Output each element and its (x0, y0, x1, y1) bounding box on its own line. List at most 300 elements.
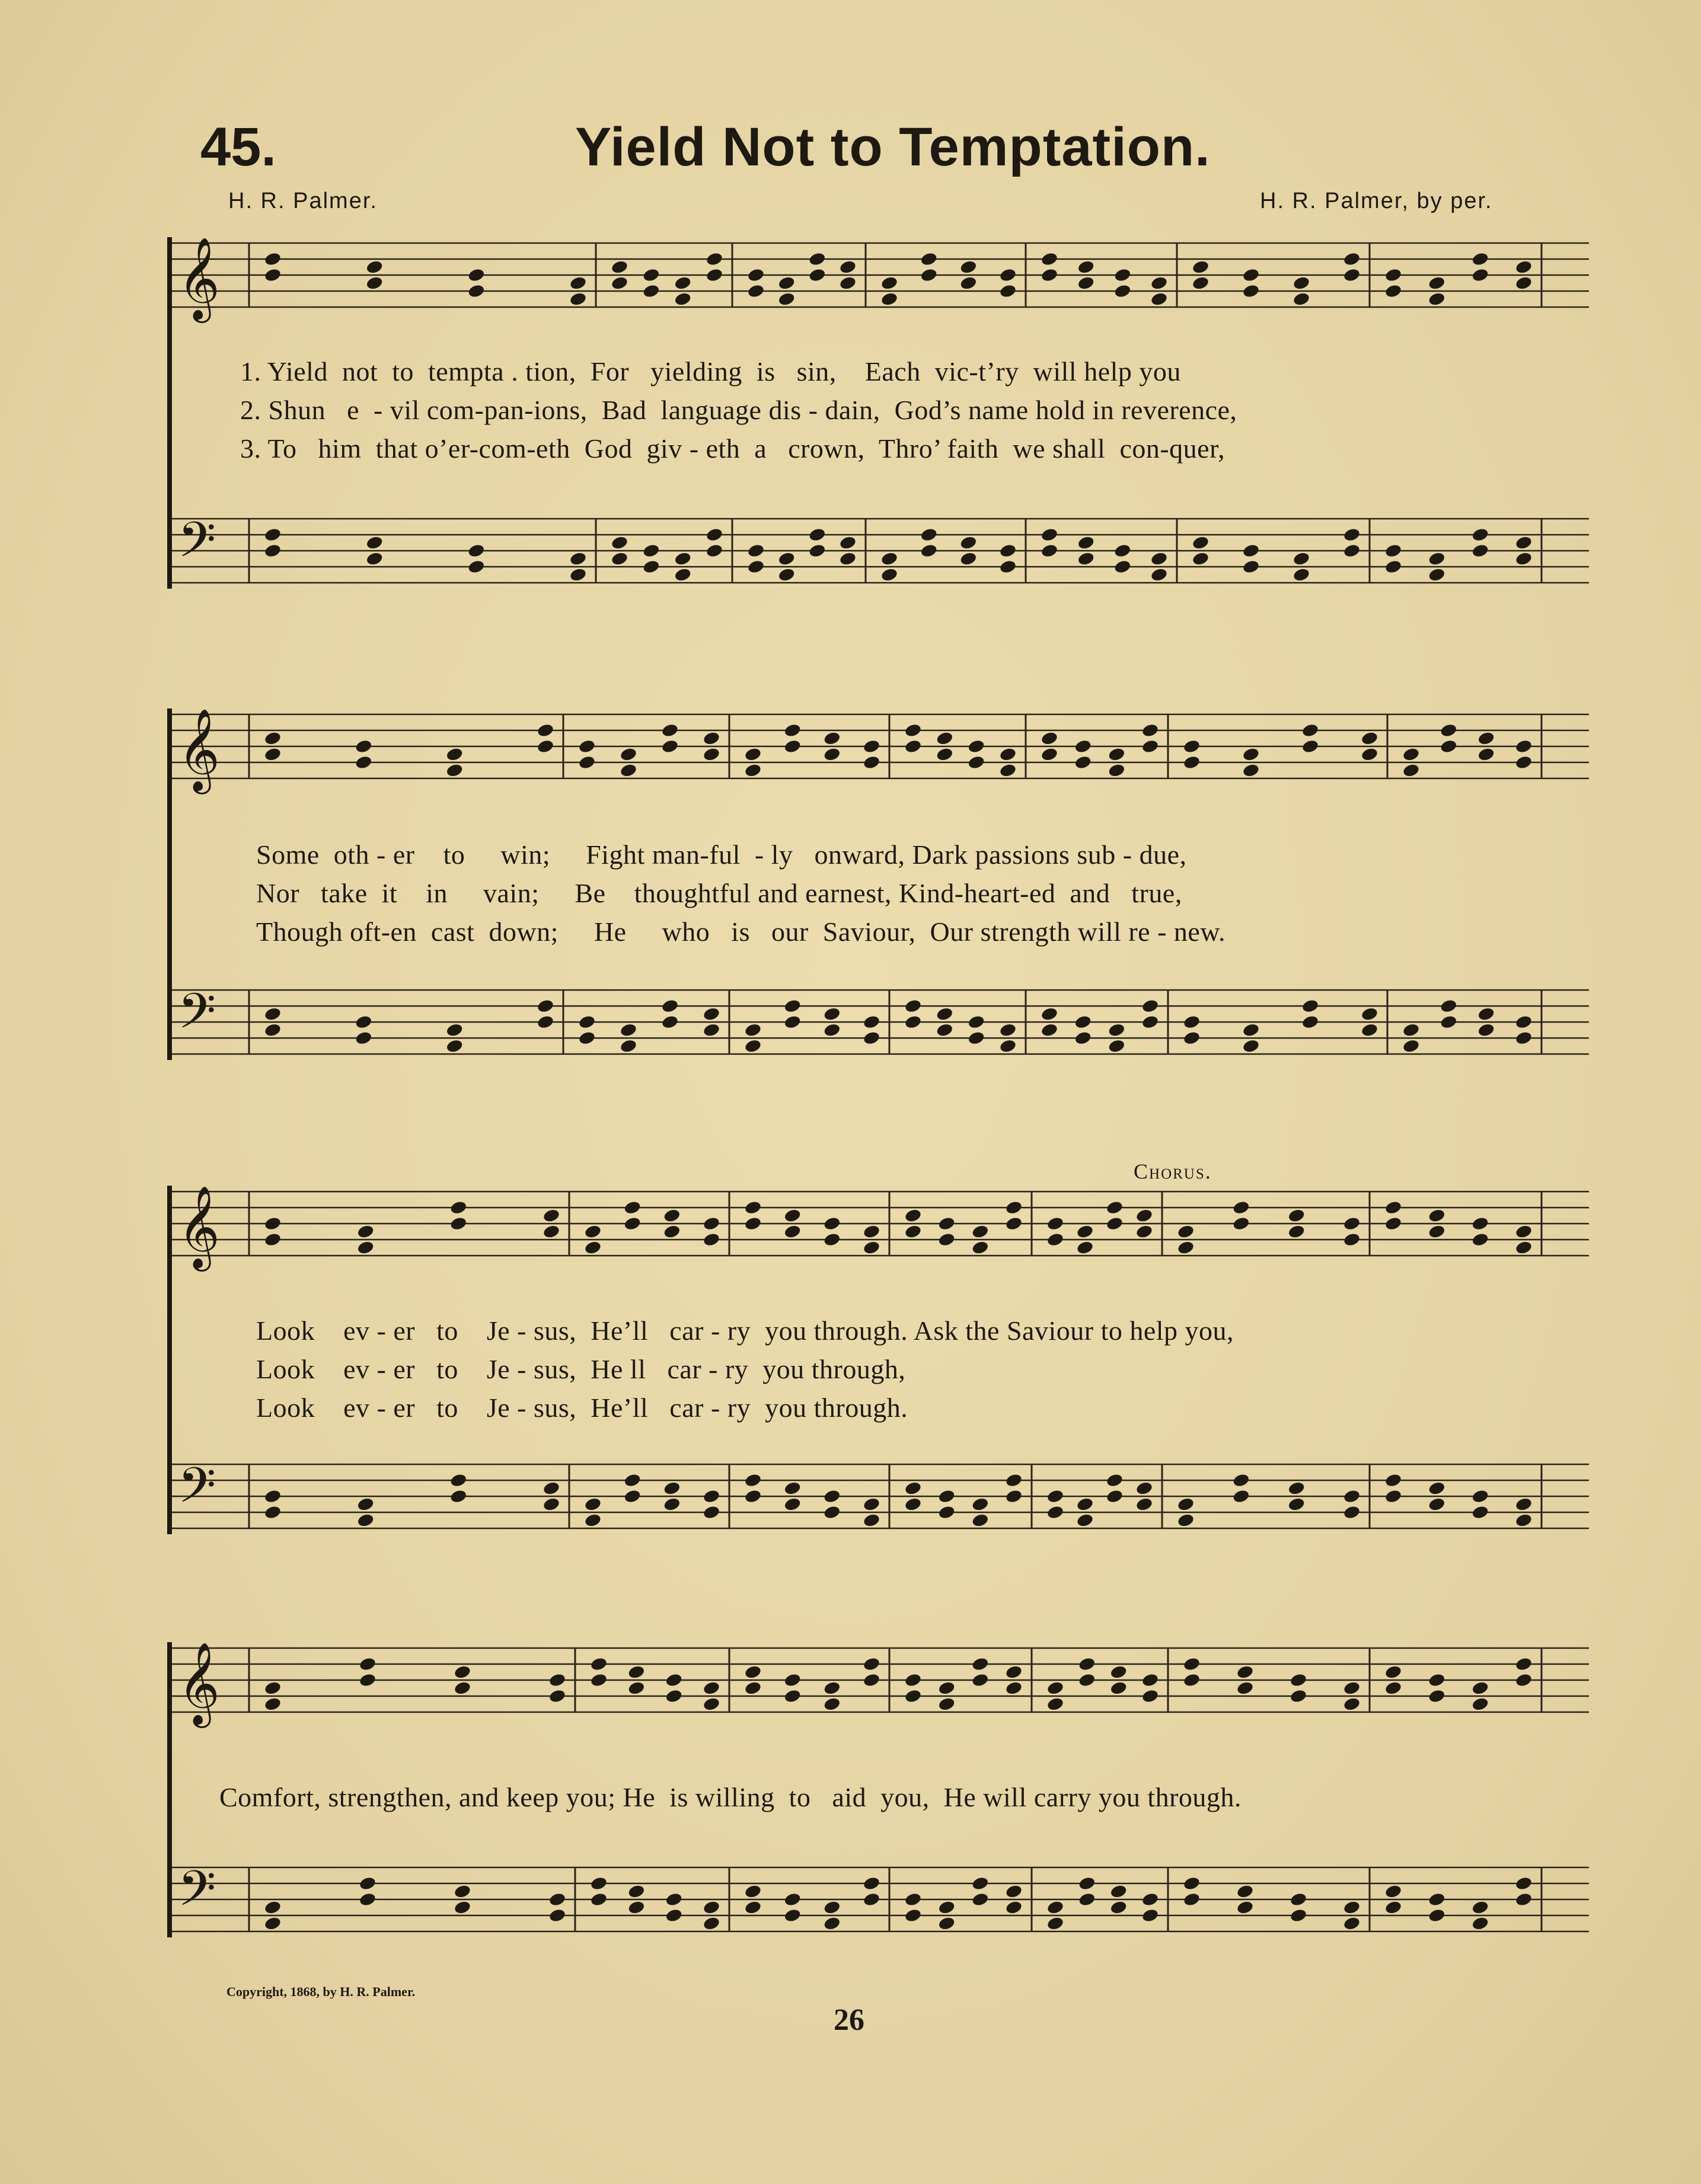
note-head (445, 1039, 464, 1054)
note-head (706, 527, 724, 542)
note-head (1005, 1489, 1023, 1504)
note-head (863, 739, 881, 754)
note-head (920, 267, 938, 283)
note-head (1384, 1665, 1403, 1680)
bass-clef-icon: 𝄢 (178, 511, 216, 580)
note-head (1428, 1688, 1446, 1704)
note-head (904, 723, 923, 738)
note-head (937, 1916, 956, 1931)
note-head (663, 1481, 681, 1496)
note-head (823, 1681, 841, 1696)
note-head (264, 1007, 282, 1022)
note-head (1109, 1884, 1128, 1899)
note-head (904, 1908, 923, 1923)
note-head (1515, 1513, 1533, 1528)
note-head (1471, 1216, 1489, 1231)
note-head (1242, 747, 1260, 762)
note-head (1515, 1497, 1533, 1512)
note-head (1515, 1014, 1533, 1030)
note-head (663, 1224, 681, 1240)
note-head (823, 1023, 841, 1038)
note-head (1361, 747, 1379, 762)
note-head (783, 1481, 802, 1496)
note-head (537, 739, 555, 754)
note-head (747, 267, 765, 283)
note-head (264, 1216, 282, 1231)
note-head (627, 1681, 646, 1696)
note-head (904, 998, 923, 1014)
note-head (1183, 1892, 1201, 1907)
note-head (971, 1497, 990, 1512)
note-head (1005, 1200, 1023, 1215)
lyric-system3-verse3: Look ev - er to Je - sus, He’ll car - ry you through. (256, 1393, 908, 1423)
note-head (1046, 1681, 1065, 1696)
note-head (1005, 1884, 1023, 1899)
note-head (627, 1900, 646, 1915)
note-head (1471, 1900, 1489, 1915)
note-head (355, 739, 373, 754)
note-head (863, 1672, 881, 1688)
note-head (1232, 1200, 1250, 1215)
note-head (542, 1224, 561, 1240)
note-head (1046, 1916, 1065, 1931)
note-head (1428, 551, 1446, 567)
bass-clef-icon: 𝄢 (178, 1457, 216, 1526)
note-head (1384, 1900, 1403, 1915)
note-head (971, 1224, 990, 1240)
note-head (467, 543, 486, 558)
note-head (1141, 998, 1160, 1014)
note-head (264, 1505, 282, 1520)
note-head (823, 747, 841, 762)
chorus-label: Chorus. (1134, 1160, 1212, 1183)
note-head (920, 527, 938, 542)
note-head (264, 1023, 282, 1038)
note-head (1074, 755, 1092, 770)
note-head (1477, 1007, 1495, 1022)
note-head (623, 1473, 642, 1488)
note-head (1343, 1681, 1361, 1696)
note-head (578, 1014, 596, 1030)
note-head (1236, 1900, 1255, 1915)
note-head (1150, 276, 1169, 291)
note-head (777, 292, 796, 307)
note-head (1078, 1876, 1096, 1891)
note-head (1077, 276, 1095, 291)
note-head (783, 1224, 802, 1240)
note-head (1384, 1473, 1403, 1488)
note-head (967, 739, 985, 754)
note-head (1384, 543, 1403, 558)
note-head (936, 747, 954, 762)
copyright-notice: Copyright, 1868, by H. R. Palmer. (226, 1984, 416, 1999)
lyric-system1-verse2: 2. Shun e - vil com-pan-ions, Bad language dis - dain, God’s name hold in reverence, (240, 395, 1237, 425)
note-head (590, 1672, 608, 1688)
note-head (920, 251, 938, 267)
hymn-title: Yield Not to Temptation. (575, 117, 1211, 177)
note-head (1192, 535, 1210, 551)
note-head (627, 1884, 646, 1899)
note-head (744, 1884, 762, 1899)
note-head (1109, 1665, 1128, 1680)
note-head (937, 1232, 956, 1247)
note-head (1515, 739, 1533, 754)
note-head (663, 1208, 681, 1224)
note-head (1150, 567, 1169, 583)
note-head (642, 543, 660, 558)
note-head (1077, 535, 1095, 551)
note-head (863, 1513, 881, 1528)
note-head (1183, 755, 1201, 770)
note-head (537, 1014, 555, 1030)
note-head (783, 1014, 802, 1030)
lyric-system2-verse1: Some oth - er to win; Fight man-ful - ly onward, Dark passions sub - due, (256, 839, 1187, 870)
bass-clef-icon: 𝄢 (178, 1860, 216, 1929)
note-head (783, 739, 802, 754)
note-head (1106, 1473, 1124, 1488)
note-head (999, 267, 1017, 283)
lyric-system2-verse2: Nor take it in vain; Be thoughtful and earnest, Kind-heart-ed and true, (256, 878, 1182, 908)
note-head (904, 739, 923, 754)
note-head (264, 527, 282, 542)
note-head (1515, 1224, 1533, 1240)
note-head (863, 1240, 881, 1256)
note-head (1242, 1039, 1260, 1054)
note-head (1236, 1665, 1255, 1680)
note-head (264, 543, 282, 558)
note-head (1515, 551, 1533, 567)
page-number: 26 (834, 2003, 864, 2037)
note-head (863, 1876, 881, 1891)
note-head (1361, 1007, 1379, 1022)
note-head (783, 1497, 802, 1512)
note-head (578, 755, 596, 770)
note-head (449, 1200, 468, 1215)
note-head (1287, 1481, 1306, 1496)
note-head (999, 283, 1017, 299)
note-head (823, 1216, 841, 1231)
note-head (1428, 1481, 1446, 1496)
composer-credit: H. R. Palmer. (228, 189, 378, 213)
note-head (264, 267, 282, 283)
note-head (1428, 292, 1446, 307)
note-head (1515, 535, 1533, 551)
note-head (264, 1900, 282, 1915)
note-head (467, 267, 486, 283)
note-head (703, 1007, 721, 1022)
note-head (1108, 747, 1126, 762)
note-head (1141, 739, 1160, 754)
note-head (1440, 998, 1458, 1014)
note-head (937, 1489, 956, 1504)
note-head (783, 998, 802, 1014)
note-head (839, 535, 857, 551)
note-head (1236, 1681, 1255, 1696)
note-head (1287, 1208, 1306, 1224)
note-head (620, 1023, 638, 1038)
note-head (467, 559, 486, 574)
note-head (863, 1892, 881, 1907)
note-head (1471, 527, 1489, 542)
note-head (1113, 559, 1132, 574)
note-head (1046, 1697, 1065, 1712)
note-head (971, 1513, 990, 1528)
note-head (1077, 260, 1095, 275)
note-head (823, 1489, 841, 1504)
note-head (808, 267, 826, 283)
note-head (971, 1672, 990, 1688)
note-head (264, 1916, 282, 1931)
treble-clef-icon: 𝄞 (178, 1186, 220, 1268)
note-head (703, 747, 721, 762)
note-head (584, 1513, 602, 1528)
note-head (863, 1030, 881, 1046)
note-head (703, 1697, 721, 1712)
note-head (1301, 739, 1320, 754)
note-head (971, 1876, 990, 1891)
note-head (623, 1216, 642, 1231)
note-head (542, 1481, 561, 1496)
note-head (1109, 1900, 1128, 1915)
lyric-system3-verse2: Look ev - er to Je - sus, He ll car - ry you through, (256, 1354, 906, 1384)
note-head (584, 1224, 602, 1240)
note-head (904, 1224, 923, 1240)
note-head (1232, 1489, 1250, 1504)
note-head (584, 1240, 602, 1256)
note-head (1343, 1697, 1361, 1712)
note-head (661, 723, 679, 738)
note-head (1005, 1665, 1023, 1680)
note-head (1471, 1232, 1489, 1247)
note-head (264, 1697, 282, 1712)
note-head (880, 567, 899, 583)
note-head (1343, 1216, 1361, 1231)
note-head (747, 559, 765, 574)
note-head (1046, 1489, 1065, 1504)
note-head (1005, 1681, 1023, 1696)
note-head (590, 1656, 608, 1672)
note-head (1471, 267, 1489, 283)
note-head (356, 1497, 375, 1512)
note-head (1074, 739, 1092, 754)
note-head (744, 1665, 762, 1680)
note-head (706, 251, 724, 267)
note-head (936, 1007, 954, 1022)
note-head (449, 1489, 468, 1504)
note-head (999, 559, 1017, 574)
note-head (359, 1672, 377, 1688)
note-head (1515, 1876, 1533, 1891)
note-head (1192, 551, 1210, 567)
note-head (937, 1505, 956, 1520)
note-head (674, 567, 692, 583)
note-head (1074, 1030, 1092, 1046)
note-head (823, 1007, 841, 1022)
note-head (1515, 1030, 1533, 1046)
note-head (445, 763, 464, 778)
note-head (1113, 543, 1132, 558)
note-head (359, 1876, 377, 1891)
note-head (1477, 731, 1495, 746)
note-head (904, 1208, 923, 1224)
note-head (1343, 1916, 1361, 1931)
note-head (537, 723, 555, 738)
note-head (661, 1014, 679, 1030)
note-head (703, 1232, 721, 1247)
note-head (623, 1200, 642, 1215)
note-head (1108, 763, 1126, 778)
note-head (355, 1030, 373, 1046)
note-head (1384, 267, 1403, 283)
note-head (1106, 1200, 1124, 1215)
note-head (823, 1900, 841, 1915)
note-head (1515, 1240, 1533, 1256)
note-head (1242, 267, 1260, 283)
note-head (999, 543, 1017, 558)
note-head (1515, 1892, 1533, 1907)
note-head (1005, 1216, 1023, 1231)
note-head (1477, 1023, 1495, 1038)
treble-clef-icon: 𝄞 (178, 237, 220, 320)
treble-clef-icon: 𝄞 (178, 1642, 220, 1725)
note-head (1292, 276, 1311, 291)
note-head (937, 1681, 956, 1696)
note-head (1440, 739, 1458, 754)
note-head (663, 1497, 681, 1512)
note-head (863, 755, 881, 770)
note-head (674, 292, 692, 307)
treble-clef-icon: 𝄞 (178, 708, 220, 791)
note-head (578, 1030, 596, 1046)
note-head (823, 1697, 841, 1712)
note-head (703, 1489, 721, 1504)
note-head (1384, 1884, 1403, 1899)
note-head (703, 1681, 721, 1696)
note-head (904, 1688, 923, 1704)
note-head (1041, 747, 1059, 762)
note-head (445, 1023, 464, 1038)
lyric-system3-verse1: Look ev - er to Je - sus, He’ll car - ry you through. Ask the Saviour to help you, (256, 1315, 1234, 1346)
note-head (904, 1481, 923, 1496)
note-head (264, 747, 282, 762)
note-head (365, 276, 384, 291)
note-head (1078, 1892, 1096, 1907)
note-head (967, 755, 985, 770)
lyric-system4-line1: Comfort, strengthen, and keep you; He is willing to aid you, He will carry you through. (219, 1782, 1242, 1812)
note-head (1074, 1014, 1092, 1030)
note-head (1515, 276, 1533, 291)
note-head (1292, 567, 1311, 583)
note-head (264, 731, 282, 746)
note-head (1076, 1497, 1094, 1512)
note-head (1292, 292, 1311, 307)
note-head (1041, 251, 1059, 267)
note-head (783, 1672, 802, 1688)
note-head (661, 739, 679, 754)
note-head (1343, 1489, 1361, 1504)
note-head (744, 1900, 762, 1915)
note-head (703, 1023, 721, 1038)
note-head (454, 1900, 472, 1915)
note-head (744, 1039, 762, 1054)
note-head (1428, 1672, 1446, 1688)
note-head (674, 551, 692, 567)
note-head (454, 1884, 472, 1899)
note-head (642, 283, 660, 299)
note-head (355, 1014, 373, 1030)
note-head (747, 283, 765, 299)
note-head (744, 1200, 762, 1215)
note-head (1471, 1697, 1489, 1712)
note-head (1290, 1892, 1308, 1907)
note-head (783, 1892, 802, 1907)
note-head (1242, 559, 1260, 574)
note-head (1041, 731, 1059, 746)
note-head (744, 1473, 762, 1488)
note-head (1428, 1224, 1446, 1240)
note-head (971, 1240, 990, 1256)
note-head (1290, 1908, 1308, 1923)
note-head (1141, 1908, 1160, 1923)
note-head (1183, 739, 1201, 754)
note-head (1183, 1672, 1201, 1688)
note-head (999, 1039, 1017, 1054)
note-head (783, 1688, 802, 1704)
note-head (1384, 1681, 1403, 1696)
note-head (1192, 260, 1210, 275)
note-head (1076, 1240, 1094, 1256)
note-head (703, 1505, 721, 1520)
note-head (449, 1473, 468, 1488)
note-head (356, 1240, 375, 1256)
note-head (1287, 1224, 1306, 1240)
note-head (937, 1216, 956, 1231)
note-head (823, 1505, 841, 1520)
note-head (264, 1489, 282, 1504)
note-head (611, 260, 629, 275)
note-head (1515, 260, 1533, 275)
note-head (569, 567, 588, 583)
note-head (839, 276, 857, 291)
note-head (967, 1030, 985, 1046)
note-head (1150, 551, 1169, 567)
note-head (537, 998, 555, 1014)
note-head (1428, 1497, 1446, 1512)
note-head (999, 1023, 1017, 1038)
note-head (863, 1656, 881, 1672)
bass-clef-icon: 𝄢 (178, 982, 216, 1052)
hymn-number: 45. (200, 117, 276, 177)
note-head (542, 1497, 561, 1512)
note-head (744, 1023, 762, 1038)
note-head (1141, 1672, 1160, 1688)
note-head (999, 747, 1017, 762)
note-head (1402, 747, 1421, 762)
note-head (1361, 731, 1379, 746)
note-head (1242, 763, 1260, 778)
note-head (999, 763, 1017, 778)
note-head (1384, 559, 1403, 574)
note-head (665, 1672, 683, 1688)
note-head (1292, 551, 1311, 567)
note-head (1177, 1224, 1195, 1240)
note-head (1471, 1681, 1489, 1696)
note-head (1428, 1892, 1446, 1907)
note-head (584, 1497, 602, 1512)
note-head (1471, 1916, 1489, 1931)
note-head (359, 1892, 377, 1907)
note-head (744, 1216, 762, 1231)
